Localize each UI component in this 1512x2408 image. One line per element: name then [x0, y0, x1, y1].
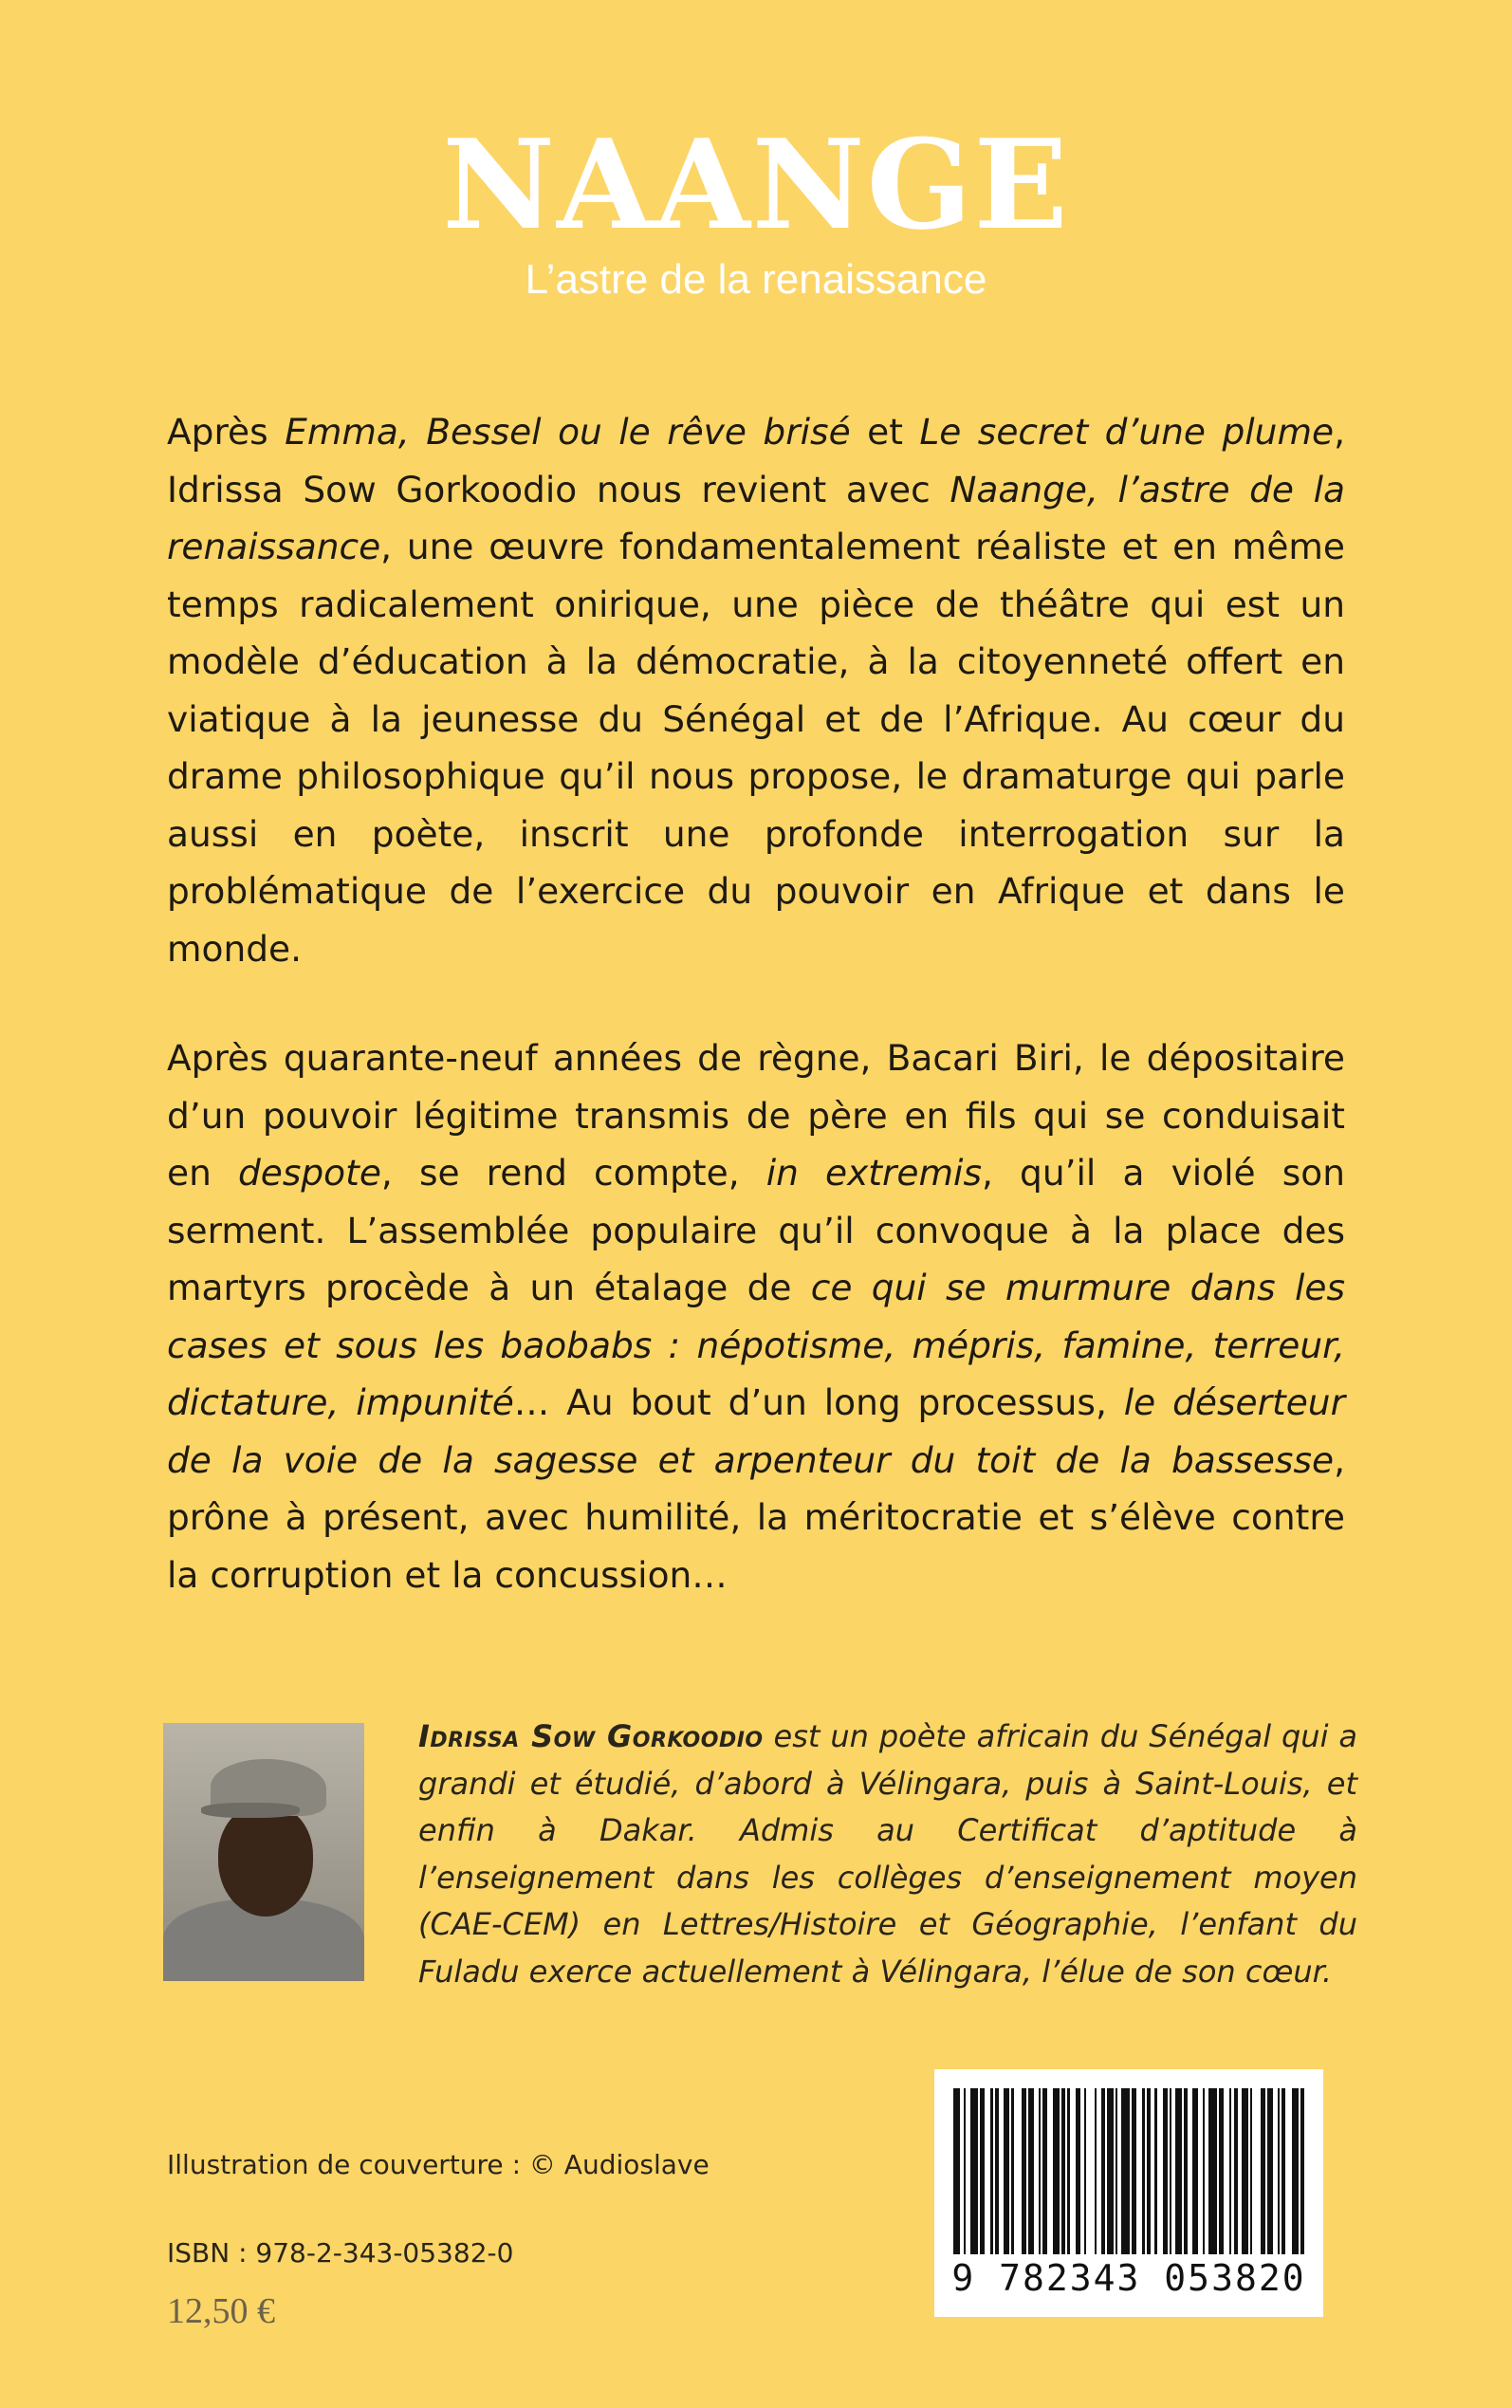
barcode-bar — [1208, 2088, 1217, 2254]
barcode-bar — [1242, 2088, 1248, 2254]
italic-run-3: in extremis — [765, 1152, 982, 1194]
italic-run-7: le déserteur de la voie de la sagesse et arpenteur du toit de la bassesse — [167, 1381, 1345, 1481]
barcode-space — [1070, 2088, 1077, 2254]
price: 12,50 € — [167, 2291, 275, 2331]
barcode-space — [1252, 2088, 1261, 2254]
italic-run-5: Naange, l’astre de la renaissance — [167, 468, 1345, 567]
barcode-space — [1014, 2088, 1023, 2254]
book-subtitle: L’astre de la renaissance — [525, 256, 987, 303]
italic-run-3: Le secret d’une plume — [919, 411, 1335, 453]
barcode-bar — [1053, 2088, 1060, 2254]
text-run-4: , qu’il a violé son serment. L’assemblée populaire qu’il convoque à la place des martyrs procède à un étalage de — [167, 1152, 1345, 1308]
book-title: NAANGE — [442, 112, 1070, 257]
text-run-0: Après — [167, 411, 286, 453]
text-run-2: et — [850, 411, 920, 453]
photo-face — [218, 1805, 313, 1917]
barcode-space — [985, 2088, 991, 2254]
barcode-bar — [1300, 2088, 1304, 2254]
barcode-space — [1285, 2088, 1292, 2254]
italic-run-1: despote — [237, 1152, 381, 1194]
blurb-paragraph-2 — [167, 1029, 1345, 1603]
cover-credit: Illustration de couverture : © Audioslave — [167, 2149, 710, 2180]
italic-run-1: Emma, Bessel ou le rêve brisé — [285, 411, 851, 453]
barcode-space — [1224, 2088, 1230, 2254]
author-photo — [163, 1723, 364, 1981]
photo-cap-brim — [201, 1803, 300, 1818]
text-run-0: Après quarante-neuf années de règne, Bacari Biri, le dépositaire d’un pouvoir légitime transmis de père en fils qui se conduisait en — [167, 1037, 1345, 1194]
barcode-bar — [970, 2088, 979, 2254]
barcode-bar — [953, 2088, 960, 2254]
barcode-bar — [1121, 2088, 1130, 2254]
text-run-2: , se rend compte, — [380, 1152, 766, 1194]
barcode-space — [1086, 2088, 1095, 2254]
text-run-8: , prône à présent, avec humilité, la méritocratie et s’élève contre la corruption et la concussion… — [167, 1438, 1345, 1596]
author-bio-text: est un poète africain du Sénégal qui a grandi et étudié, d’abord à Vélingara, puis à Saint-Louis, et enfin à Dakar. Admis au Certificat d’aptitude à l’enseignement dans les collèges d’enseignement moyen (CAE-CEM) en Lettres/Histoire et Géographie, l’enfant du Fuladu exerce actuellement à Vélingara, l’élue de son cœur. — [418, 1718, 1358, 1990]
barcode-bar — [1192, 2088, 1199, 2254]
barcode-bar — [1004, 2088, 1010, 2254]
barcode-space — [1157, 2088, 1164, 2254]
text-run-6: … Au bout d’un long processus, — [513, 1381, 1124, 1423]
blurb-paragraph-1 — [167, 403, 1345, 977]
barcode-bar — [1267, 2088, 1274, 2254]
text-run-6: , une œuvre fondamentalement réaliste et en même temps radicalement onirique, une pièce de théâtre qui est un modèle d’éducation à la démocratie, à la citoyenneté offert en viatique à la jeunesse du Sénégal et de l’Afrique. Au cœur du drame philosophique qu’il nous propose, le dramaturge qui parle aussi en poète, inscrit une profonde interrogation sur la problématique de l’exercice du pouvoir en Afrique et dans le monde. — [167, 526, 1345, 970]
barcode-space — [1047, 2088, 1054, 2254]
barcode-bar — [1175, 2088, 1182, 2254]
barcode-digits: 9 782343 053820 — [951, 2257, 1306, 2299]
text-run-4: , Idrissa Sow Gorkoodio nous revient avec — [167, 411, 1345, 510]
author-name: Idrissa Sow Gorkoodio — [418, 1718, 764, 1754]
barcode-bar — [1107, 2088, 1114, 2254]
barcode-bar — [1028, 2088, 1035, 2254]
barcode-bar — [1292, 2088, 1299, 2254]
barcode — [934, 2069, 1323, 2317]
barcode-space — [1136, 2088, 1143, 2254]
isbn: ISBN : 978-2-343-05382-0 — [167, 2237, 514, 2269]
italic-run-5: ce qui se murmure dans les cases et sous les baobabs : népotisme, mépris, famine, terreur, dictature, impunité — [167, 1267, 1345, 1423]
author-bio — [418, 1713, 1357, 1995]
barcode-bars — [953, 2088, 1304, 2259]
